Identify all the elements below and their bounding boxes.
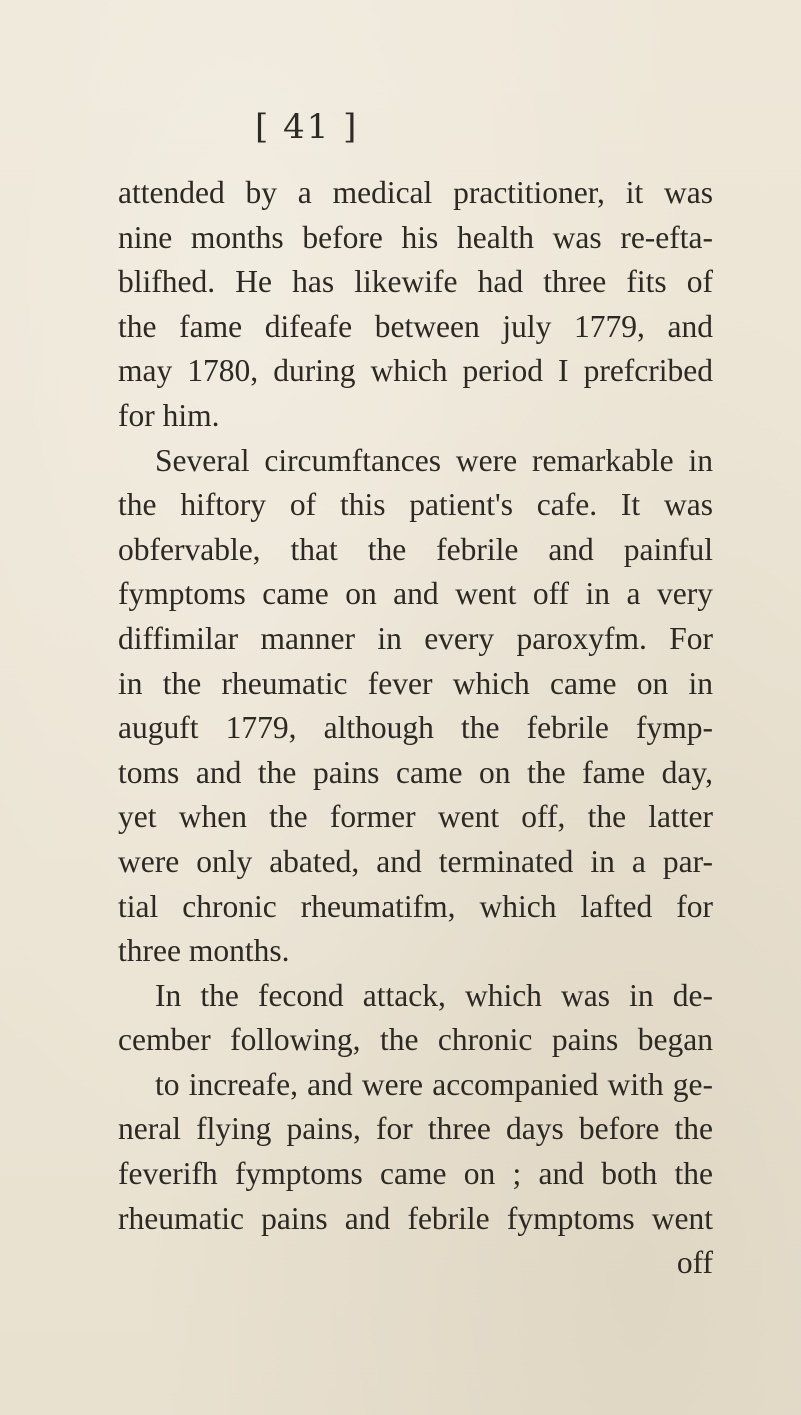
text-line: for him. <box>118 397 220 433</box>
text-line: may 1780, during which period I prefcribed <box>118 353 713 389</box>
catchword: off <box>676 1245 713 1281</box>
text-line: in the rheumatic fever which came on in <box>118 665 713 701</box>
text-line: rheumatic pains and febrile fymptoms went <box>118 1200 713 1236</box>
text-line: In the fecond attack, which was in de- <box>155 977 713 1013</box>
text-line: the hiftory of this patient's cafe. It was <box>118 487 713 523</box>
body-text <box>118 171 713 1286</box>
text-line: diffimilar manner in every paroxyfm. For <box>118 620 713 656</box>
text-line: neral flying pains, for three days before the <box>118 1111 713 1147</box>
text-line: tial chronic rheumatifm, which lafted for <box>118 888 713 924</box>
text-line: blifhed. He has likewife had three fits of <box>118 264 713 300</box>
text-line: were only abated, and terminated in a par- <box>118 843 713 879</box>
text-line: yet when the former went off, the latter <box>118 799 713 835</box>
text-line: three months. <box>118 933 290 969</box>
text-line: nine months before his health was re-efta- <box>118 219 713 255</box>
page-number: [ 41 ] <box>255 107 359 147</box>
text-line: toms and the pains came on the fame day, <box>118 754 713 790</box>
text-line: cember following, the chronic pains began <box>118 1022 713 1058</box>
text-line: the fame difeafe between july 1779, and <box>118 308 713 344</box>
text-line: auguft 1779, although the febrile fymp- <box>118 710 713 746</box>
text-line: Several circumftances were remarkable in <box>155 442 713 478</box>
text-line: attended by a medical practitioner, it was <box>118 175 713 210</box>
text-line: obfervable, that the febrile and painful <box>118 531 713 567</box>
text-line: to increafe, and were accompanied with ge- <box>155 1066 713 1102</box>
text-line: fymptoms came on and went off in a very <box>118 576 713 612</box>
text-line: feverifh fymptoms came on ; and both the <box>118 1156 713 1192</box>
